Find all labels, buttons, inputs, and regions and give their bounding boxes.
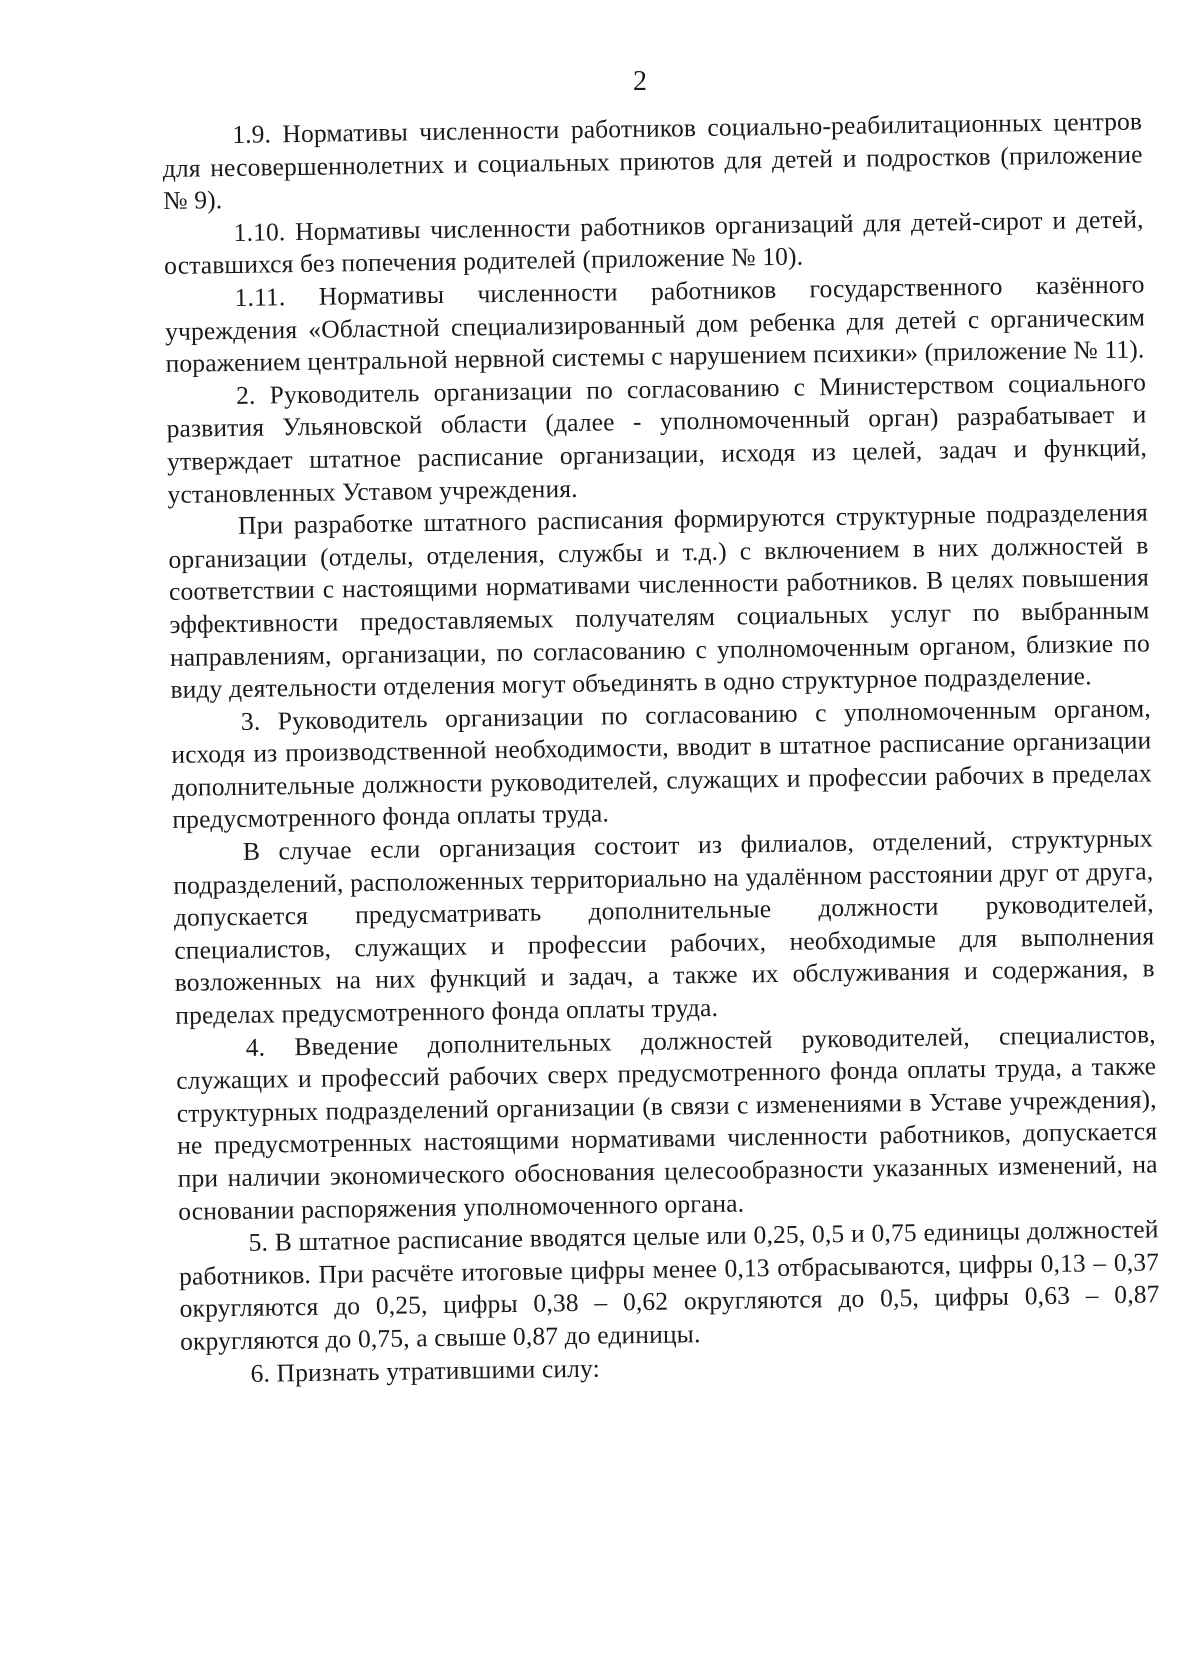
paragraph-6: 6. Признать утратившими силу: bbox=[250, 1353, 601, 1388]
paragraph-3: 3. Руководитель организации по согласованию с уполномоченным органом, исходя из производственной необходимости, вводит в штатное расписание организации дополнительные должности руководителей, служащих и профессии рабочих в пределах предусмотренного фонда оплаты труда. bbox=[171, 693, 1153, 835]
paragraph-2: 2. Руководитель организации по согласованию с Министерством социального развития Ульяновской области (далее - уполномоченный орган) разрабатывает и утверждает штатное расписание организации, исходя из целей, задач и функций, установленных Уставом учреждения. bbox=[166, 367, 1148, 509]
paragraph-4: 4. Введение дополнительных должностей руководителей, специалистов, служащих и профессий рабочих сверх предусмотренного фонда оплаты труда, а также структурных подразделений организации (в связи с изменениями в Уставе учреждения), не предусмотренных настоящими нормативами численности работников, допускается при наличии экономического обоснования целесообразности указанных изменений, на основании распоряжения уполномоченного органа. bbox=[176, 1018, 1158, 1226]
paragraph-1-9: 1.9. Нормативы численности работников социально-реабилитационных центров для несовершеннолетних и социальных приютов для детей и подростков (приложение № 9). bbox=[162, 106, 1143, 216]
paragraph-3-continued: В случае если организация состоит из филиалов, отделений, структурных подразделений, расположенных территориально на удалённом расстоянии друг от друга, допускается предусматривать дополнительные должности руководителей, специалистов, служащих и профессии рабочих, необходимые для выполнения возложенных на них функций и задач, а также их обслуживания и содержания, в пределах предусмотренного фонда оплаты труда. bbox=[173, 823, 1155, 1030]
document-body bbox=[162, 105, 1161, 1391]
paragraph-5: 5. В штатное расписание вводятся целые или 0,25, 0,5 и 0,75 единицы должностей работников. При расчёте итоговые цифры менее 0,13 отбрасываются, цифры 0,13 – 0,37 округляются до 0,25, цифры 0,38 – 0,62 округляются до 0,5, цифры 0,63 – 0,87 округляются до 0,75, а свыше 0,87 до единицы. bbox=[178, 1214, 1160, 1356]
paragraph-1-11: 1.11. Нормативы численности работников государственного казённого учреждения «Областной специализированный дом ребенка для детей с органическим поражением центральной нервной системы с нарушением психики» (приложение № 11). bbox=[164, 269, 1146, 379]
page-number: 2 bbox=[633, 66, 647, 97]
paragraph-2-continued: При разработке штатного расписания формируются структурные подразделения организации (отделы, отделения, службы и т.д.) с включением в них должностей в соответствии с настоящими нормативами численности работников. В целях повышения эффективности предоставляемых получателям социальных услуг по выбранным направлениям, организации, по согласованию с уполномоченным органом, близкие по виду деятельности отделения могут объединять в одно структурное подразделение. bbox=[168, 497, 1151, 705]
paragraph-1-10: 1.10. Нормативы численности работников организаций для детей-сирот и детей, оставшихся без попечения родителей (приложение № 10). bbox=[163, 204, 1144, 281]
